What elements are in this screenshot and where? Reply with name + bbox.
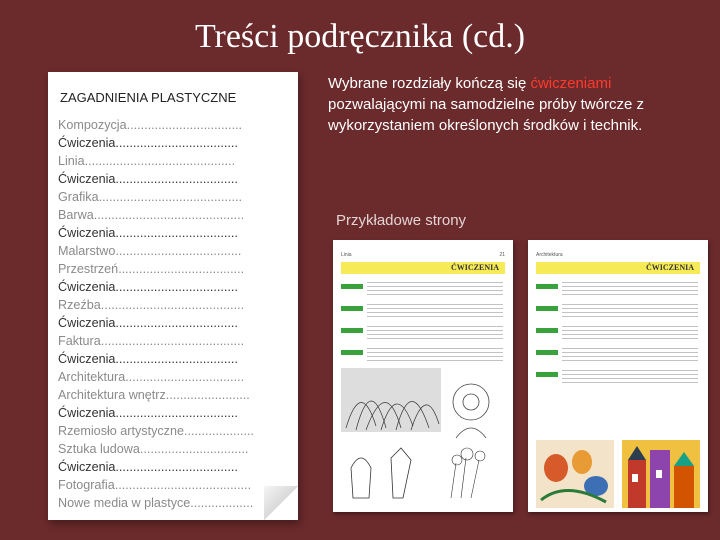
exercise-task <box>536 348 700 362</box>
toc-item-topic: Architektura.................................. <box>58 370 245 384</box>
toc-item-topic: Malarstwo.................................... <box>58 244 242 258</box>
description-highlight: ćwiczeniami <box>530 75 612 92</box>
page-header: Architektura <box>536 252 563 258</box>
exercise-task <box>341 304 505 318</box>
exercise-task <box>341 348 505 362</box>
toc-list <box>58 116 288 512</box>
toc-item-topic: Rzeźba......................................... <box>58 298 245 312</box>
exercises-banner: ĆWICZENIA <box>341 262 505 274</box>
exercise-task <box>536 304 700 318</box>
page-header: Linia <box>341 252 352 258</box>
toc-item-topic: Fotografia....................................... <box>58 478 252 492</box>
exercise-task <box>536 326 700 340</box>
toc-item-exercise: Ćwiczenia................................... <box>58 136 238 150</box>
toc-item-topic: Linia........................................... <box>58 154 236 168</box>
toc-heading: ZAGADNIENIA PLASTYCZNE <box>60 90 237 105</box>
examples-label: Przykładowe strony <box>336 212 467 229</box>
line-drawing-illustration <box>341 368 505 508</box>
toc-item-exercise: Ćwiczenia................................... <box>58 352 238 366</box>
toc-item-topic: Przestrzeń.................................... <box>58 262 245 276</box>
exercise-task <box>536 282 700 296</box>
exercise-task <box>341 326 505 340</box>
paper-curl-corner <box>264 486 298 520</box>
toc-item-exercise: Ćwiczenia................................... <box>58 316 238 330</box>
toc-item-topic: Nowe media w plastyce.................. <box>58 496 254 510</box>
example-page-2 <box>528 240 708 512</box>
toc-item-topic: Barwa........................................... <box>58 208 245 222</box>
slide-title: Treści podręcznika (cd.) <box>194 18 526 55</box>
toc-item-exercise: Ćwiczenia................................... <box>58 460 238 474</box>
toc-item-topic: Faktura......................................... <box>58 334 245 348</box>
exercises-banner: ĆWICZENIA <box>536 262 700 274</box>
toc-item-topic: Rzemiosło artystyczne.................... <box>58 424 254 438</box>
toc-item-topic: Architektura wnętrz........................ <box>58 388 250 402</box>
toc-item-exercise: Ćwiczenia................................... <box>58 172 238 186</box>
toc-item-topic: Sztuka ludowa............................... <box>58 442 249 456</box>
description-after: pozwalającymi na samodzielne próby twórcze z wykorzystaniem określonych środków i technik. <box>328 96 644 134</box>
toc-item-topic: Kompozycja................................. <box>58 118 243 132</box>
description-text <box>328 73 698 136</box>
example-page-1 <box>333 240 513 512</box>
toc-item-exercise: Ćwiczenia................................... <box>58 226 238 240</box>
exercise-task <box>341 282 505 296</box>
toc-item-exercise: Ćwiczenia................................... <box>58 280 238 294</box>
toc-item-exercise: Ćwiczenia................................... <box>58 406 238 420</box>
page-number: 21 <box>499 252 505 258</box>
toc-item-topic: Grafika......................................... <box>58 190 243 204</box>
description-before: Wybrane rozdziały kończą się <box>328 75 531 92</box>
toc-paper-sheet <box>48 72 298 520</box>
colorful-painting-illustrations <box>536 440 700 508</box>
exercise-task <box>536 370 700 384</box>
